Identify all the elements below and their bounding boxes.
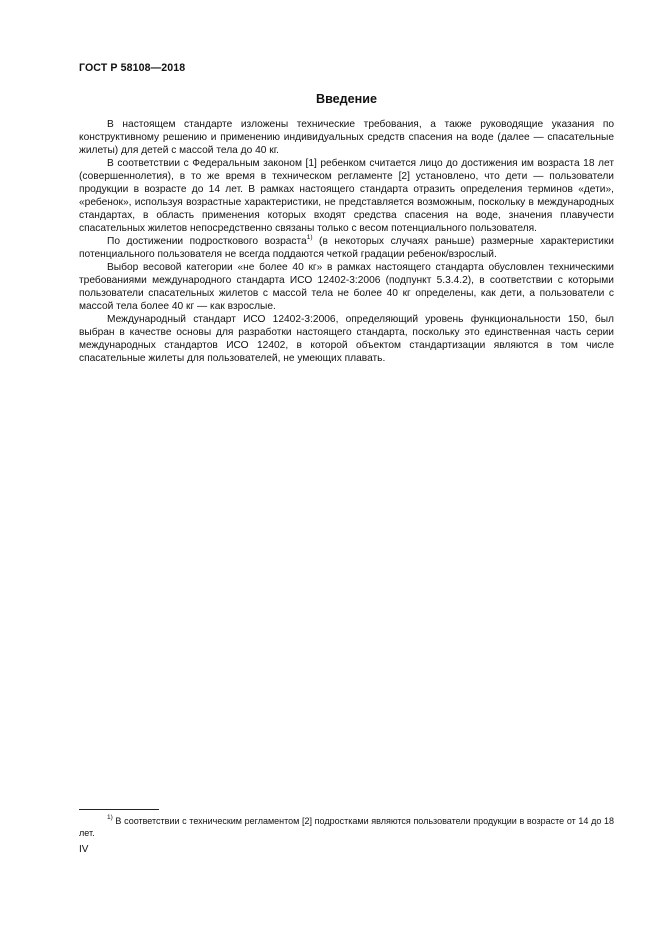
document-header-standard-id: ГОСТ Р 58108—2018	[79, 62, 186, 74]
footnote-marker: 1)	[107, 814, 113, 821]
footnote	[79, 815, 614, 839]
footnote-divider	[79, 809, 159, 810]
paragraph-1: В настоящем стандарте изложены технические требования, а также руководящие указания по конструктивному решению и применению индивидуальных средств спасения на воде (далее — спасательные жилеты) для детей с массой тела до 40 кг.	[79, 119, 614, 156]
paragraph-2: В соответствии с Федеральным законом [1] ребенком считается лицо до достижения им возраста 18 лет (совершеннолетия), в то же время в техническом регламенте [2] установлено, что дети — пользователи продукции в возрасте до 14 лет. В рамках настоящего стандарта отразить определения терминов «дети», «ребенок», используя возрастные характеристики, не представляется возможным, поскольку в международных стандартах, в область применения которых входят средства спасения на воде, значения плавучести спасательных жилетов непосредственно связаны только с весом потенциального пользователя.	[79, 158, 614, 234]
introduction-body	[79, 118, 614, 365]
paragraph-3	[79, 235, 614, 261]
paragraph-5: Международный стандарт ИСО 12402-3:2006, определяющий уровень функциональности 150, был выбран в качестве основы для разработки настоящего стандарта, поскольку это единственная часть серии международных стандартов ИСО 12402, в которой объектом стандартизации являются в том числе спасательные жилеты для пользователей, не умеющих плавать.	[79, 314, 614, 364]
paragraph-3-text-before: По достижении подросткового возраста	[107, 236, 307, 247]
footnote-reference: 1)	[306, 233, 313, 241]
footnote-text: В соответствии с техническим регламентом [2] подростками являются пользователи продукции в возрасте от 14 до 18 лет.	[79, 816, 614, 838]
paragraph-3-text-after: (в некоторых случаях раньше) размерные характеристики потенциального пользователя не всегда поддаются четкой градации ребенок/взрослый.	[79, 236, 614, 260]
section-title: Введение	[315, 92, 378, 106]
page-number: IV	[79, 844, 89, 855]
paragraph-4: Выбор весовой категории «не более 40 кг» в рамках настоящего стандарта обусловлен техническими требованиями международного стандарта ИСО 12402-3:2006 (подпункт 5.3.4.2), в соответствии с которыми пользователи спасательных жилетов с массой тела не более 40 кг определены, как дети, а пользователи с массой тела более 40 кг — как взрослые.	[79, 262, 614, 312]
